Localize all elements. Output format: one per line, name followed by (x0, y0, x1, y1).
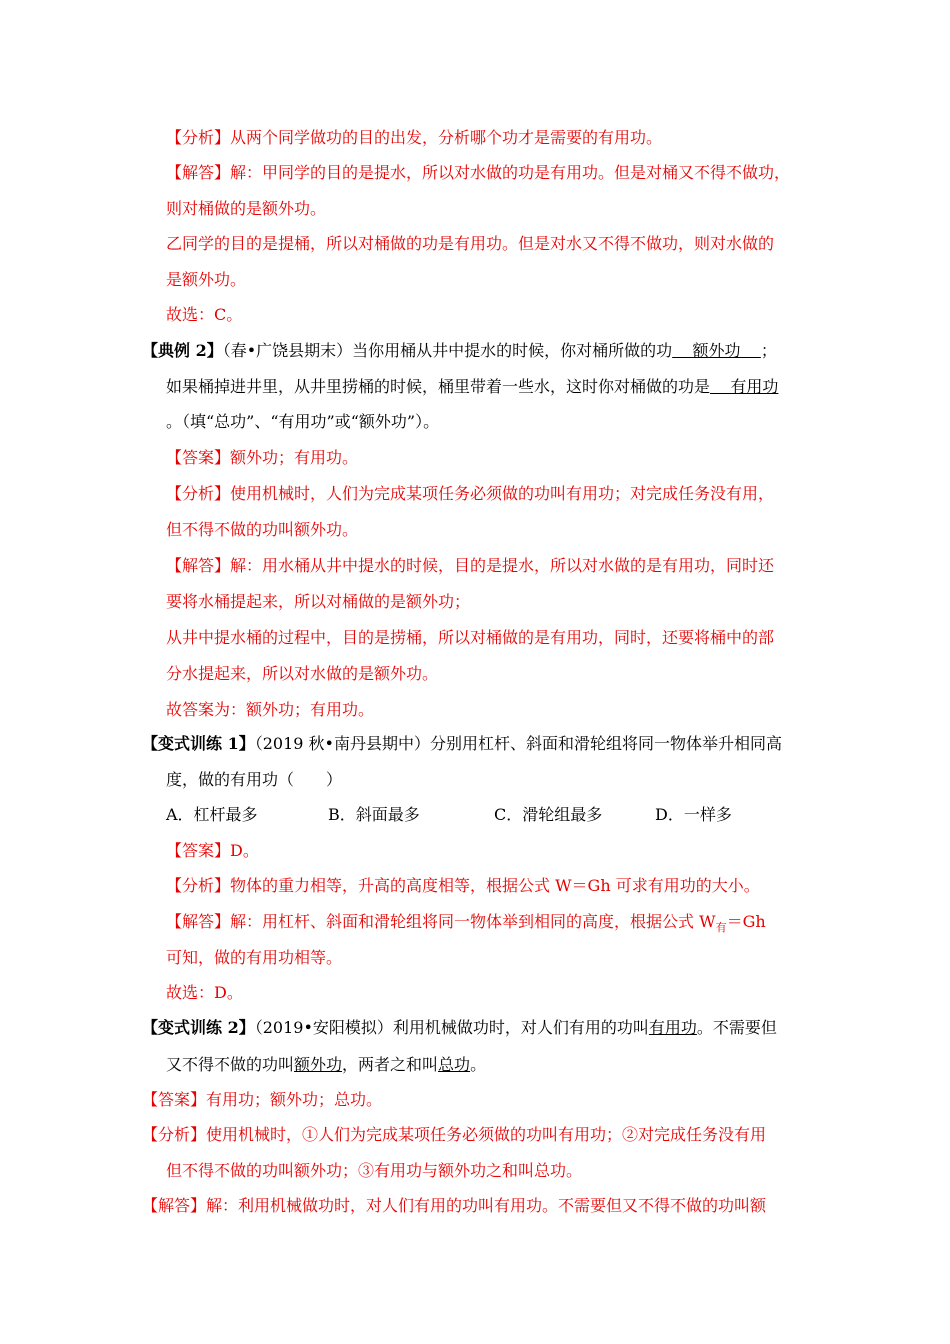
question-punct: ； (760, 341, 777, 360)
solution-text: 解：甲同学的目的是提水，所以对水做的功是有用功。但是对桶又不得不做功， (230, 163, 791, 182)
variant-2-analysis-line-1 (142, 1125, 766, 1145)
variant-2-question-line-2 (166, 1055, 486, 1075)
example-2-answer (166, 448, 358, 468)
blank-answer-2: 有用功 (710, 377, 779, 396)
analysis-tag: 【分析】 (166, 484, 231, 503)
option-d: D．一样多 (655, 805, 732, 824)
variant-2-answer (142, 1090, 382, 1110)
solution-line-4: 是额外功。 (166, 270, 247, 289)
example-2-solution-line-3: 从井中提水桶的过程中，目的是捞桶，所以对桶做的是有用功，同时，还要将桶中的部 (166, 628, 775, 647)
example-2-solution-line-4: 分水提起来，所以对水做的是额外功。 (166, 664, 439, 683)
solution-text: 解：用杠杆、斜面和滑轮组将同一物体举到相同的高度，根据公式 W (230, 912, 716, 931)
variant-2-analysis-line-2: 但不得不做的功叫额外功；③有用功与额外功之和叫总功。 (166, 1161, 583, 1180)
variant-1-analysis (166, 876, 760, 896)
solution-tag: 【解答】 (166, 912, 231, 931)
solution-line-1 (166, 163, 790, 183)
blank-answer-useful: 有用功 (648, 1018, 697, 1037)
example-2-solution-line-2: 要将水桶提起来，所以对桶做的是额外功； (166, 592, 471, 611)
example-2-question-text-2: 如果桶掉进井里，从井里捞桶的时候，桶里带着一些水，这时你对桶做的功是 (166, 377, 711, 396)
example-2-question-line-3: 。（填“总功”、“有用功”或“额外功”）。 (166, 412, 440, 431)
option-b: B．斜面最多 (328, 805, 420, 824)
variant-1-solution-line-1 (166, 912, 766, 938)
solution-tag: 【解答】 (166, 163, 231, 182)
analysis-line-1 (166, 128, 662, 148)
option-c: C．滑轮组最多 (494, 805, 603, 824)
example-2-analysis-line-1 (166, 484, 774, 504)
variant-1-tag: 【变式训练 1】 (142, 734, 255, 753)
answer-text: 额外功；有用功。 (230, 448, 359, 467)
variant-2-question-line-1 (142, 1018, 777, 1038)
variant-2-question-text-b: 。不需要但 (696, 1018, 777, 1037)
variant-2-tag: 【变式训练 2】 (142, 1018, 255, 1037)
analysis-tag: 【分析】 (142, 1125, 207, 1144)
blank-answer-extra: 额外功 (294, 1055, 343, 1074)
variant-2-question-punct: 。 (470, 1055, 487, 1074)
analysis-tag: 【分析】 (166, 128, 231, 147)
analysis-tag: 【分析】 (166, 876, 231, 895)
answer-tag: 【答案】 (142, 1090, 207, 1109)
variant-2-question-text-2: 又不得不做的功叫 (166, 1055, 295, 1074)
answer-tag: 【答案】 (166, 448, 231, 467)
answer-text: D。 (230, 841, 259, 860)
final-choice-1: 故选：C。 (166, 305, 243, 324)
variant-2-solution-line-1 (142, 1196, 766, 1216)
subscript-useful: 有 (715, 921, 727, 935)
analysis-text: 使用机械时，①人们为完成某项任务必须做的功叫有用功；②对完成任务没有用 (206, 1125, 767, 1144)
solution-line-2: 则对桶做的是额外功。 (166, 199, 327, 218)
example-2-question-text: （春•广饶县期末）当你用桶从井中提水的时候，你对桶所做的功 (222, 341, 673, 360)
variant-1-question-line-1 (142, 734, 782, 754)
solution-formula: ＝Gh (726, 912, 766, 931)
blank-answer-total: 总功 (438, 1055, 471, 1074)
example-2-solution-line-1 (166, 556, 774, 576)
analysis-text: 物体的重力相等，升高的高度相等，根据公式 W＝Gh 可求有用功的大小。 (230, 876, 760, 895)
analysis-text: 从两个同学做功的目的出发，分析哪个功才是需要的有用功。 (230, 128, 663, 147)
solution-tag: 【解答】 (166, 556, 231, 575)
option-a: A．杠杆最多 (166, 805, 258, 824)
example-2-question-line-2 (166, 377, 778, 397)
solution-tag: 【解答】 (142, 1196, 207, 1215)
example-2-final: 故答案为：额外功；有用功。 (166, 700, 375, 719)
blank-answer-1: 额外功 (672, 341, 761, 360)
variant-1-answer (166, 841, 259, 861)
solution-text: 解：用水桶从井中提水的时候，目的是提水，所以对水做的是有用功，同时还 (230, 556, 775, 575)
answer-tag: 【答案】 (166, 841, 231, 860)
variant-2-question-text-3: ，两者之和叫 (342, 1055, 439, 1074)
analysis-text: 使用机械时，人们为完成某项任务必须做的功叫有用功；对完成任务没有用， (230, 484, 775, 503)
example-2-tag: 【典例 2】 (142, 341, 223, 360)
variant-2-question-text: （2019•安阳模拟）利用机械做功时，对人们有用的功叫 (254, 1018, 649, 1037)
variant-1-question-text: （2019 秋•南丹县期中）分别用杠杆、斜面和滑轮组将同一物体举升相同高 (254, 734, 782, 753)
variant-1-question-line-2: 度，做的有用功（ ） (166, 770, 343, 789)
example-2-analysis-line-2: 但不得不做的功叫额外功。 (166, 520, 359, 539)
variant-1-solution-line-2: 可知，做的有用功相等。 (166, 948, 343, 967)
answer-text: 有用功；额外功；总功。 (206, 1090, 383, 1109)
example-2-question-line-1 (142, 341, 777, 361)
solution-line-3: 乙同学的目的是提桶，所以对桶做的功是有用功。但是对水又不得不做功，则对水做的 (166, 234, 775, 253)
variant-1-final: 故选：D。 (166, 983, 243, 1002)
solution-text: 解：利用机械做功时，对人们有用的功叫有用功。不需要但又不得不做的功叫额 (206, 1196, 767, 1215)
